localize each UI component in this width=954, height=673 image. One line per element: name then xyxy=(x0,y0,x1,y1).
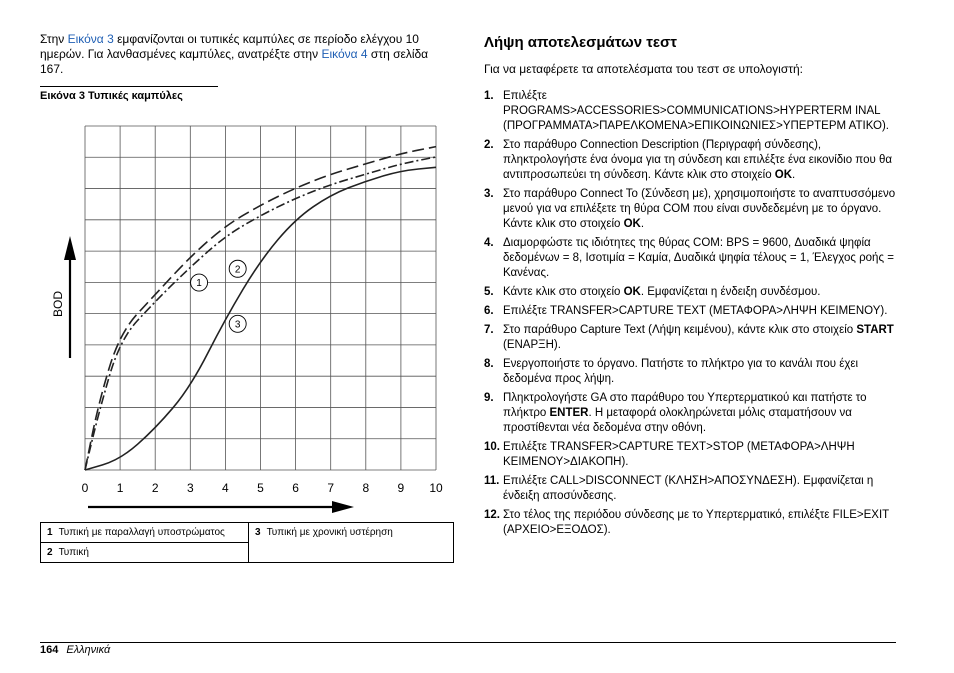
step-text: Στο παράθυρο Capture Text (Λήψη κειμένου), κάντε κλικ στο στοιχείο xyxy=(503,324,857,336)
step-emphasis: OK xyxy=(774,169,793,181)
footer-rule xyxy=(40,642,896,643)
step-text: Επιλέξτε TRANSFER>CAPTURE TEXT>STOP (ΜΕΤΑΦΟΡΑ>ΛΗΨΗ ΚΕΙΜΕΝΟΥ>ΔΙΑΚΟΠΗ). xyxy=(503,441,855,468)
step-number: 2. xyxy=(484,139,494,151)
step-item xyxy=(484,304,896,319)
curve-marker-label: 1 xyxy=(196,278,202,290)
footer-language: Ελληνικά xyxy=(66,644,111,656)
x-tick-label: 7 xyxy=(327,481,335,495)
step-item xyxy=(484,285,896,300)
step-number: 12. xyxy=(484,509,500,521)
step-text: Επιλέξτε CALL>DISCONNECT (ΚΛΗΣΗ>ΑΠΟΣΥΝΔΕΣΗ). Εμφανίζεται η ένδειξη αποσύνδεσης. xyxy=(503,475,874,502)
step-emphasis: ENTER xyxy=(549,407,589,419)
chart-svg xyxy=(40,118,454,518)
step-item xyxy=(484,187,896,232)
intro-text-2: εμφανίζονται οι τυπικές καμπύλες σε περίοδο ελέγχου 10 ημερών. Για λανθασμένες καμπύλες, ανατρέξτε στην xyxy=(40,32,419,61)
step-text: Ενεργοποιήστε το όργανο. Πατήστε το πλήκτρο για το κανάλι που έχει δεδομένα προς λήψη. xyxy=(503,358,859,385)
intro-text-1: Στην xyxy=(40,32,68,46)
step-item xyxy=(484,357,896,387)
x-tick-label: 6 xyxy=(292,481,299,495)
step-number: 8. xyxy=(484,358,494,370)
figure-3-link[interactable]: Εικόνα 3 xyxy=(67,32,114,46)
y-axis-label: BOD xyxy=(51,290,65,318)
step-item xyxy=(484,508,896,538)
intro-paragraph xyxy=(40,32,440,77)
chart-grid xyxy=(85,126,436,470)
step-item xyxy=(484,138,896,183)
step-number: 6. xyxy=(484,305,494,317)
step-number: 1. xyxy=(484,90,494,102)
step-number: 9. xyxy=(484,392,494,404)
step-emphasis: OK xyxy=(623,286,641,298)
step-text: Επιλέξτε PROGRAMS>ACCESSORIES>COMMUNICATIONS>HYPERTERM INAL (ΠΡΟΓΡΑΜΜΑΤΑ>ΠΑΡΕΛΚΟΜΕΝΑ>ΕΠΙΚΟΙΝΩΝΙΕΣ>ΥΠΕΡΤΕΡΜ ΑΤΙΚΟ). xyxy=(503,90,889,132)
step-number: 5. xyxy=(484,286,494,298)
x-tick-label: 9 xyxy=(397,481,405,495)
legend-item: 3 Τυπική με χρονική υστέρηση xyxy=(249,523,454,563)
step-number: 3. xyxy=(484,188,494,200)
step-text: Στο παράθυρο Connection Description (Περιγραφή σύνδεσης), πληκτρολογήστε ένα όνομα για τη σύνδεση και επιλέξτε ένα εικονίδιο που θα αντιπροσωπεύει τη σύνδεση. Κάντε κλικ στο στοιχείο xyxy=(503,139,893,181)
figure-3-chart xyxy=(40,118,454,523)
step-text: Κάντε κλικ στο στοιχείο xyxy=(503,286,624,298)
x-tick-label: 0 xyxy=(81,481,89,495)
figure-legend xyxy=(40,522,454,563)
step-number: 7. xyxy=(484,324,494,336)
step-text-end: . Εμφανίζεται η ένδειξη συνδέσμου. xyxy=(640,286,821,298)
curve-marker-label: 3 xyxy=(234,319,241,331)
step-item xyxy=(484,391,896,436)
figure-4-link[interactable]: Εικόνα 4 xyxy=(321,47,368,61)
step-text-end: . Η μεταφορά ολοκληρώνεται μόλις σταματήσουν να προστίθενται νέα δεδομένα στην οθόνη. xyxy=(503,407,852,434)
steps-list xyxy=(484,89,896,542)
x-tick-label: 2 xyxy=(151,481,159,495)
step-emphasis: OK xyxy=(623,218,641,230)
step-text: Διαμορφώστε τις ιδιότητες της θύρας COM: BPS = 9600, Δυαδικά ψηφία δεδομένων = 8, Ισοτιμία = Καμία, Δυαδικά ψηφία τέλους = 1, Έλεγχος ροής = Κανένας. xyxy=(503,237,894,279)
step-text: Στο τέλος της περιόδου σύνδεσης με το Υπερτερματικό, επιλέξτε FILE>EXIT (ΑΡΧΕΙΟ>ΕΞΟΔΟΣ). xyxy=(503,509,889,536)
chart-x-ticks xyxy=(82,481,443,495)
page-number: 164 xyxy=(40,644,59,656)
y-axis-arrow xyxy=(64,236,76,358)
step-number: 10. xyxy=(484,441,500,453)
x-tick-label: 5 xyxy=(257,481,264,495)
figure-caption: Εικόνα 3 Τυπικές καμπύλες xyxy=(40,86,218,102)
footer xyxy=(40,644,110,656)
curve-marker-label: 2 xyxy=(234,264,241,276)
step-item xyxy=(484,89,896,134)
x-tick-label: 8 xyxy=(362,481,370,495)
x-tick-label: 10 xyxy=(429,481,443,495)
intro-text-3: στη σελίδα 167. xyxy=(40,47,429,76)
x-tick-label: 1 xyxy=(116,481,124,495)
section-title: Λήψη αποτελεσμάτων τεστ xyxy=(484,34,677,51)
step-text-end: . xyxy=(640,218,645,230)
step-text-end: (ΕΝΑΡΞΗ). xyxy=(503,339,561,351)
step-number: 11. xyxy=(484,475,500,487)
legend-item: 1 Τυπική με παραλλαγή υποστρώματος xyxy=(41,523,249,543)
x-tick-label: 3 xyxy=(186,481,194,495)
section-lead: Για να μεταφέρετε τα αποτελέσματα του τεστ σε υπολογιστή: xyxy=(484,62,803,76)
x-tick-label: 4 xyxy=(222,481,229,495)
chart-markers xyxy=(191,260,247,332)
step-text: Στο παράθυρο Connect To (Σύνδεση με), χρησιμοποιήστε το αναπτυσσόμενο μενού για να επιλέξετε τη θύρα COM που είναι συνδεδεμένη με το όργανο. Κάντε κλικ στο στοιχείο xyxy=(503,188,896,230)
step-text: Επιλέξτε TRANSFER>CAPTURE TEXT (ΜΕΤΑΦΟΡΑ>ΛΗΨΗ ΚΕΙΜΕΝΟΥ). xyxy=(503,305,888,317)
step-item xyxy=(484,440,896,470)
step-item xyxy=(484,474,896,504)
step-text-end: . xyxy=(792,169,796,181)
legend-item: 2 Τυπική xyxy=(41,543,249,563)
step-emphasis: START xyxy=(856,324,894,336)
x-axis-arrow xyxy=(88,501,354,513)
step-number: 4. xyxy=(484,237,494,249)
step-item xyxy=(484,323,896,353)
step-item xyxy=(484,236,896,281)
step-text: Πληκτρολογήστε GA στο παράθυρο του Υπερτερματικού και πατήστε το πλήκτρο xyxy=(503,392,867,419)
